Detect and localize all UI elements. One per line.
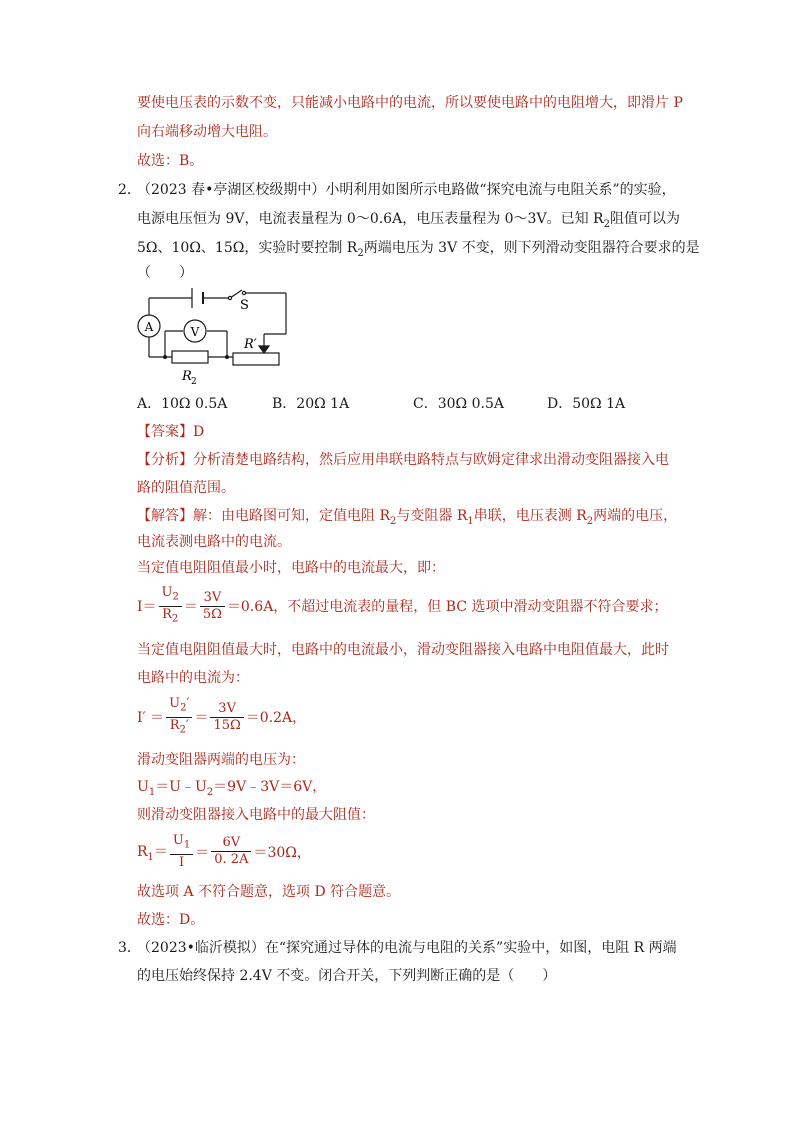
equation-3: $R_1=$ $\frac{U_1}{I}$ ＝ $\frac{6V}{0. 2A}$ ＝30Ω， bbox=[137, 833, 311, 870]
question-2-line-4: （ ） bbox=[137, 265, 193, 281]
option-b[interactable]: B．20Ω 1A bbox=[272, 396, 350, 412]
voltmeter-label: V bbox=[190, 325, 200, 339]
question-3-line-2: 的电压始终保持 2.4V 不变。闭合开关，下列判断正确的是（ ） bbox=[137, 968, 557, 984]
resistor-label-subscript: 2 bbox=[191, 377, 197, 387]
equation-2: I′ ＝ $\frac{U_2'}{R_2'}$ ＝ $\frac{3V}{15\Omega}$ ＝0.2A， bbox=[137, 696, 307, 736]
question-2-line-1: （2023 春•亭湖区校级期中）小明利用如图所示电路做“探究电流与电阻关系”的实验， bbox=[137, 182, 676, 198]
solution-line-2: 电流表测电路中的电流。 bbox=[137, 534, 291, 550]
option-a[interactable]: A．10Ω 0.5A bbox=[137, 396, 228, 412]
solution-line-3: 当定值电阻阻值最小时，电路中的电流最大，即： bbox=[137, 560, 445, 576]
rheostat-body bbox=[233, 353, 279, 365]
rheostat-label: R′ bbox=[244, 337, 257, 352]
question-3-number: 3． bbox=[118, 940, 141, 956]
switch-label: S bbox=[240, 298, 249, 313]
option-d[interactable]: D．50Ω 1A bbox=[547, 396, 626, 412]
solution-line-5: 电路中的电流为： bbox=[137, 670, 249, 686]
option-c[interactable]: C．30Ω 0.5A bbox=[413, 396, 504, 412]
answer-line: 【答案】D bbox=[137, 424, 205, 440]
solution-line-4: 当定值电阻阻值最大时，电路中的电流最小，滑动变阻器接入电路中电阻值最大，此时 bbox=[137, 642, 669, 658]
ammeter-label: A bbox=[144, 320, 154, 334]
solution-line-1: 【解答】解：由电路图可知，定值电阻 $R_2$与变阻器 $R_1$串联，电压表测 $R_2$两端的电压， bbox=[137, 508, 678, 527]
circuit-diagram bbox=[130, 284, 300, 388]
prev-text-line-2: 向右端移动增大电阻。 bbox=[137, 124, 277, 140]
question-3-line-1: （2023•临沂模拟）在“探究通过导体的电流与电阻的关系”实验中，如图，电阻 R 两端 bbox=[137, 940, 677, 956]
question-2-choice: 故选：D。 bbox=[137, 912, 205, 928]
solution-line-8: 则滑动变阻器接入电路中的最大阻值： bbox=[137, 807, 375, 823]
analysis-line-2: 路的阻值范围。 bbox=[137, 480, 235, 496]
resistor-label: R bbox=[182, 369, 192, 384]
solution-line-7: $U_1=U﹣U_2=9V﹣3V=6V$， bbox=[137, 779, 327, 798]
question-2-number: 2． bbox=[118, 182, 141, 198]
equation-1: I＝ $\frac{U_2}{R_2}$ ＝ $\frac{3V}{5\Omega}$ ＝0.6A，不超过电流表的量程，但 BC 选项中滑动变阻器不符合要求； bbox=[137, 585, 668, 625]
solution-line-9: 故选项 A 不符合题意，选项 D 符合题意。 bbox=[137, 884, 401, 900]
solution-line-6: 滑动变阻器两端的电压为： bbox=[137, 752, 305, 768]
analysis-line-1: 【分析】分析清楚电路结构，然后应用串联电路特点与欧姆定律求出滑动变阻器接入电 bbox=[137, 452, 669, 468]
prev-choice: 故选：B。 bbox=[137, 153, 204, 169]
question-2-line-3: 5Ω、10Ω、15Ω，实验时要控制 $R_2$两端电压为 3V 不变，则下列滑动变阻器符合要求的是 bbox=[137, 240, 700, 259]
question-2-line-2: 电源电压恒为 9V，电流表量程为 0～0.6A，电压表量程为 0～3V。已知 $R_2$阻值可以为 bbox=[137, 211, 680, 230]
resistor-r2 bbox=[172, 351, 208, 363]
prev-text-line-1: 要使电压表的示数不变，只能减小电路中的电流，所以要使电路中的电阻增大，即滑片 P bbox=[137, 95, 683, 111]
